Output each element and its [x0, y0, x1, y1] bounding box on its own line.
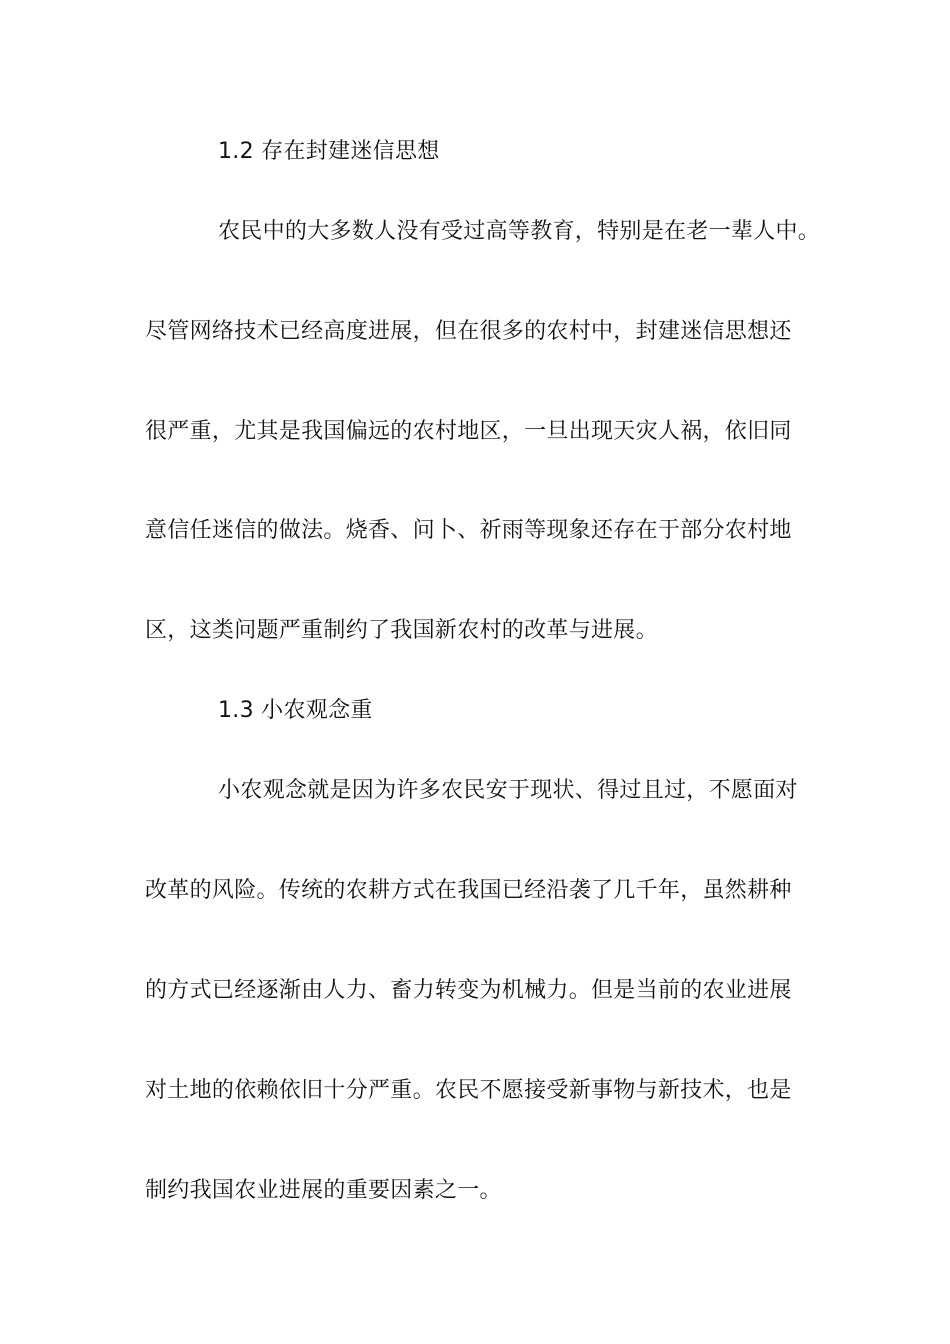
paragraph-line: 尽管网络技术已经高度进展，但在很多的农村中，封建迷信思想还: [145, 319, 792, 344]
paragraph-line: 改革的风险。传统的农耕方式在我国已经沿袭了几千年，虽然耕种: [145, 878, 792, 903]
paragraph-line: 区，这类问题严重制约了我国新农村的改革与进展。: [145, 618, 658, 643]
section-heading-1-3: 1.3 小农观念重: [218, 698, 373, 723]
paragraph-line: 小农观念就是因为许多农民安于现状、得过且过，不愿面对: [218, 778, 798, 803]
paragraph-line: 农民中的大多数人没有受过高等教育，特别是在老一辈人中。: [218, 219, 821, 244]
paragraph-line: 对土地的依赖依旧十分严重。农民不愿接受新事物与新技术，也是: [145, 1078, 792, 1103]
paragraph-line: 制约我国农业进展的重要因素之一。: [145, 1178, 502, 1203]
paragraph-line: 意信任迷信的做法。烧香、问卜、祈雨等现象还存在于部分农村地: [145, 518, 792, 543]
paragraph-line: 很严重，尤其是我国偏远的农村地区，一旦出现天灾人祸，依旧同: [145, 419, 792, 444]
paragraph-line: 的方式已经逐渐由人力、畜力转变为机械力。但是当前的农业进展: [145, 978, 792, 1003]
section-heading-1-2: 1.2 存在封建迷信思想: [218, 139, 440, 164]
